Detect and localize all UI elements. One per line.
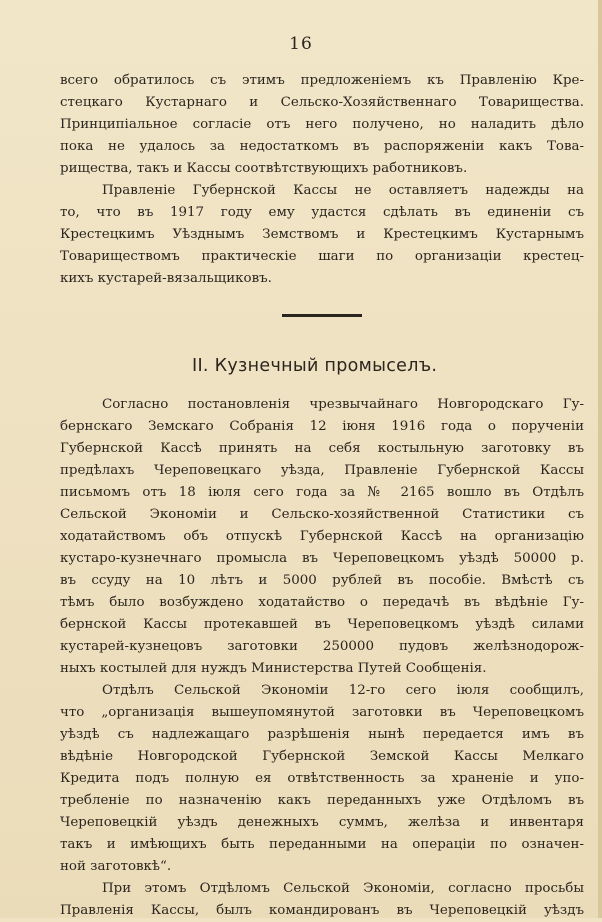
text-line: Отдѣлъ Сельской Экономіи 12-го сего іюля сообщилъ, bbox=[102, 683, 584, 698]
text-line: стецкаго Кустарнаго и Сельско-Хозяйственнаго Товарищества. bbox=[60, 95, 584, 110]
text-line: всего обратилось съ этимъ предложеніемъ къ Правленію Кре- bbox=[60, 73, 584, 88]
text-line: кустарей-кузнецовъ заготовки 250000 пудовъ желѣзнодорож- bbox=[60, 639, 584, 654]
text-line: въ ссуду на 10 лѣтъ и 5000 рублей въ пособіе. Вмѣстѣ съ bbox=[60, 573, 584, 588]
text-line: кустаро-кузнечнаго промысла въ Череповецкомъ уѣздѣ 50000 р. bbox=[60, 551, 584, 566]
text-line: ной заготовкѣ“. bbox=[60, 859, 172, 874]
text-line: Череповецкій уѣздъ денежныхъ суммъ, желѣза и инвентаря bbox=[60, 815, 584, 830]
text-line: тѣмъ было возбуждено ходатайство о передачѣ въ вѣдѣніе Гу- bbox=[60, 595, 584, 610]
text-line: бернскаго Земскаго Собранія 12 іюня 1916 года о порученіи bbox=[60, 419, 584, 434]
text-line: пока не удалось за недостаткомъ въ распоряженіи какъ Това- bbox=[60, 139, 584, 154]
text-block-top bbox=[60, 70, 584, 290]
text-line: рищества, такъ и Кассы соотвѣтствующихъ работниковъ. bbox=[60, 161, 468, 176]
text-line: кихъ кустарей-вязальщиковъ. bbox=[60, 271, 272, 286]
section-heading: II. Кузнечный промыселъ. bbox=[192, 356, 438, 376]
page-number: 16 bbox=[289, 34, 313, 54]
text-line: Товариществомъ практическіе шаги по организаціи крестец- bbox=[60, 249, 584, 264]
text-line: предѣлахъ Череповецкаго уѣзда, Правленіе Губернской Кассы bbox=[60, 463, 584, 478]
text-line: такъ и имѣющихъ быть переданными на операціи по означен- bbox=[60, 837, 584, 852]
text-line: вѣдѣніе Новгородской Губернской Земской Кассы Мелкаго bbox=[60, 749, 584, 764]
text-line: требленіе по назначенію какъ переданныхъ уже Отдѣломъ въ bbox=[60, 793, 584, 808]
text-line: Кредита подъ полную ея отвѣтственность за храненіе и упо- bbox=[60, 771, 584, 786]
text-line: ходатайствомъ объ отпускѣ Губернской Кассѣ на организацію bbox=[60, 529, 584, 544]
text-line: что „организація вышеупомянутой заготовки въ Череповецкомъ bbox=[60, 705, 584, 720]
text-line: Крестецкимъ Уѣзднымъ Земствомъ и Крестецкимъ Кустарнымъ bbox=[60, 227, 584, 242]
text-line: Губернской Кассѣ принять на себя костыльную заготовку въ bbox=[60, 441, 584, 456]
text-line: При этомъ Отдѣломъ Сельской Экономіи, согласно просьбы bbox=[102, 881, 584, 896]
text-line: ныхъ костылей для нуждъ Министерства Путей Сообщенія. bbox=[60, 661, 487, 676]
text-line: Согласно постановленія чрезвычайнаго Новгородскаго Гу- bbox=[102, 397, 584, 412]
text-block-bottom bbox=[60, 394, 584, 922]
text-line: Правленіе Губернской Кассы не оставляетъ надежды на bbox=[102, 183, 584, 198]
text-line: Правленія Кассы, былъ командированъ въ Череповецкій уѣздъ bbox=[60, 903, 584, 918]
section-divider bbox=[282, 314, 362, 317]
text-line: бернской Кассы протекавшей въ Череповецкомъ уѣздѣ силами bbox=[60, 617, 584, 632]
text-line: Принципіальное согласіе отъ него получено, но наладить дѣло bbox=[60, 117, 584, 132]
text-line: письмомъ отъ 18 іюля сего года за № 2165 вошло въ Отдѣлъ bbox=[60, 485, 584, 500]
text-line: Сельской Экономіи и Сельско-хозяйственной Статистики съ bbox=[60, 507, 584, 522]
text-line: уѣздѣ съ надлежащаго разрѣшенія нынѣ передается имъ въ bbox=[60, 727, 584, 742]
text-line: то, что въ 1917 году ему удастся сдѣлать въ единеніи съ bbox=[60, 205, 584, 220]
